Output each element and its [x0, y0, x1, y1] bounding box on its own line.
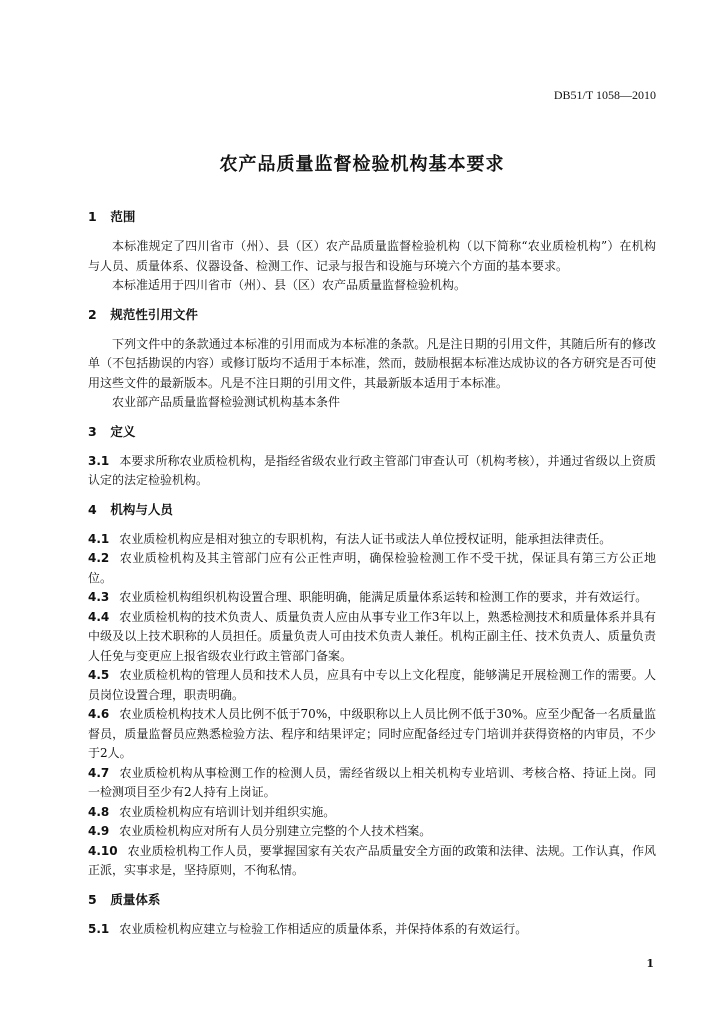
- section-heading: [88, 891, 656, 909]
- section-title: 机构与人员: [110, 501, 173, 517]
- clause-text: 农业质检机构技术人员比例不低于70%，中级职称以上人员比例不低于30%。应至少配备一名质量监督员，质量监督员应熟悉检验方法、程序和结果评定；同时应配备经过专门培训并获得资格的内审员，不少于2人。: [88, 707, 656, 760]
- paragraph: 下列文件中的条款通过本标准的引用而成为本标准的条款。凡是注日期的引用文件，其随后所有的修改单（不包括勘误的内容）或修订版均不适用于本标准，然而，鼓励根据本标准达成协议的各方研究是否可使用这些文件的最新版本。凡是不注日期的引用文件，其最新版本适用于本标准。: [88, 336, 656, 390]
- standard-code: DB51/T 1058—2010: [553, 88, 656, 102]
- section-scope: [88, 208, 656, 296]
- clause-number: 4.4: [88, 609, 110, 624]
- section-heading: [88, 501, 656, 519]
- clause-number: 4.6: [88, 707, 110, 721]
- clause-text: 农业质检机构工作人员，要掌握国家有关农产品质量安全方面的政策和法律、法规。工作认真，作风正派，实事求是，坚持原则，不徇私情。: [88, 843, 656, 877]
- clause-number: 4.1: [88, 531, 110, 546]
- section-number: 4: [88, 501, 97, 517]
- clause-text: 农业质检机构应建立与检验工作相适应的质量体系，并保持体系的有效运行。: [119, 921, 528, 936]
- clause-text: 农业质检机构应是相对独立的专职机构，有法人证书或法人单位授权证明，能承担法律责任。: [119, 531, 612, 546]
- clause-number: 4.5: [88, 668, 110, 682]
- section-number: 3: [88, 423, 97, 439]
- paragraph: 本标准适用于四川省市（州）、县（区）农产品质量监督检验机构。: [112, 278, 467, 292]
- paragraph: 农业部产品质量监督检验测试机构基本条件: [112, 395, 341, 409]
- clause: [88, 705, 656, 764]
- clause: [88, 822, 656, 842]
- clause-text: 农业质检机构及其主管部门应有公正性声明，确保检验检测工作不受干扰，保证具有第三方公正地位。: [88, 551, 656, 585]
- document-title: 农产品质量监督检验机构基本要求: [219, 154, 505, 175]
- clause-number: 4.9: [88, 824, 110, 838]
- clause-number: 4.2: [88, 551, 110, 565]
- clause: [88, 803, 656, 823]
- clause-text: 本要求所称农业质检机构，是指经省级农业行政主管部门审查认可（机构考核），并通过省级以上资质认定的法定检验机构。: [88, 453, 656, 487]
- clause-text: 农业质检机构组织机构设置合理、职能明确，能满足质量体系运转和检测工作的要求，并有效运行。: [119, 590, 648, 604]
- clause-text: 农业质检机构应有培训计划并组织实施。: [119, 804, 336, 819]
- clause-number: 4.3: [88, 590, 110, 604]
- paragraph: 本标准规定了四川省市（州）、县（区）农产品质量监督检验机构（以下简称“农业质检机构”）在机构与人员、质量体系、仪器设备、检测工作、记录与报告和设施与环境六个方面的基本要求。: [88, 239, 656, 273]
- clause-number: 3.1: [88, 453, 110, 468]
- section-organization-personnel: [88, 501, 656, 881]
- section-title: 范围: [110, 209, 136, 224]
- section-title: 定义: [110, 423, 136, 439]
- document-body: [88, 208, 656, 939]
- section-number: 5: [88, 891, 97, 907]
- section-heading: [88, 208, 656, 226]
- clause-number: 4.10: [88, 843, 118, 858]
- clause: [88, 452, 656, 491]
- section-title: 规范性引用文件: [110, 306, 198, 322]
- clause: [88, 842, 656, 881]
- clause: [88, 549, 656, 588]
- clause: [88, 920, 656, 940]
- clause: [88, 666, 656, 705]
- section-title: 质量体系: [110, 891, 161, 907]
- clause-text: 农业质检机构的管理人员和技术人员，应具有中专以上文化程度，能够满足开展检测工作的需要。人员岗位设置合理，职责明确。: [88, 668, 656, 702]
- section-number: 2: [88, 306, 97, 322]
- clause: [88, 608, 656, 667]
- clause: [88, 764, 656, 803]
- page-number: 1: [646, 957, 654, 970]
- section-number: 1: [88, 209, 97, 224]
- clause: [88, 530, 656, 550]
- section-definitions: [88, 423, 656, 491]
- clause-text: 农业质检机构应对所有人员分别建立完整的个人技术档案。: [119, 824, 432, 838]
- section-quality-system: [88, 891, 656, 940]
- clause-number: 4.7: [88, 765, 110, 780]
- clause-text: 农业质检机构的技术负责人、质量负责人应由从事专业工作3年以上，熟悉检测技术和质量体系并具有中级及以上技术职称的人员担任。质量负责人可由技术负责人兼任。机构正副主任、技术负责人、质量负责人任免与变更应上报省级农业行政主管部门备案。: [88, 609, 656, 663]
- section-normative-references: [88, 306, 656, 413]
- clause-number: 5.1: [88, 921, 110, 936]
- clause-text: 农业质检机构从事检测工作的检测人员，需经省级以上相关机构专业培训、考核合格、持证上岗。同一检测项目至少有2人持有上岗证。: [88, 765, 656, 799]
- section-heading: [88, 423, 656, 441]
- clause-number: 4.8: [88, 804, 110, 819]
- clause: [88, 588, 656, 608]
- section-heading: [88, 306, 656, 324]
